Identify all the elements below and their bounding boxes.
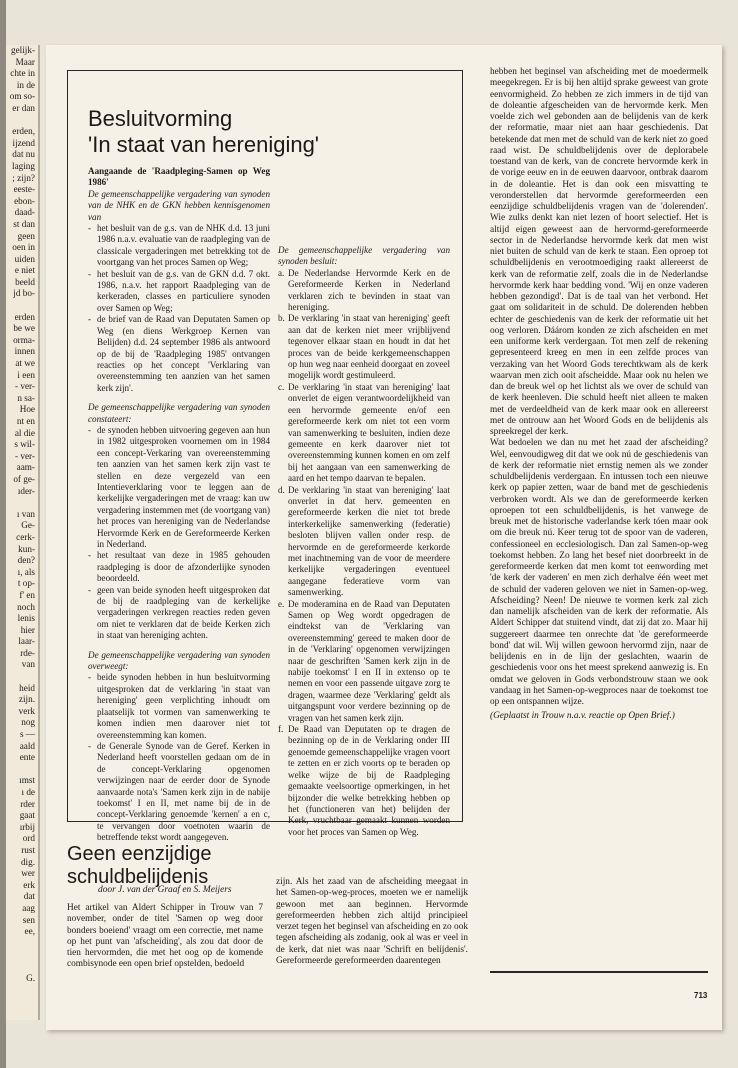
previous-page-fragment bbox=[6, 497, 38, 509]
confession-column-2 bbox=[276, 877, 468, 987]
previous-page-fragment: cerk- bbox=[16, 531, 35, 542]
previous-page-fragment: dat bbox=[23, 891, 35, 902]
previous-page-fragment: be we bbox=[13, 323, 35, 334]
decision-article-title bbox=[88, 106, 319, 158]
byline: door J. van der Graaf en S. Meijers bbox=[98, 885, 232, 895]
previous-page-fragment: s — bbox=[19, 729, 35, 740]
previous-page-fragment: daad- bbox=[14, 207, 35, 218]
item-text: De moderamina en de Raad van Deputaten Samen op Weg wordt opgedragen de eindtekst van de 'Verklaring van overeenstemming' gereed te maken door de in de 'Verklaring' opgenomen verwijzingen naar de geschriften 'Samen kerk zijn in de nabije toekomst' I en II in extenso op te nemen en voor een passende uitgave zorg te dragen, waarmee deze 'Verklaring' geldt als uitgangspunt voor verdere bezinning op de vragen van het samen kerk zijn. bbox=[288, 598, 450, 723]
decision-column-left bbox=[88, 166, 270, 843]
previous-page-fragment: heid bbox=[19, 682, 35, 693]
previous-page-fragment: erden, bbox=[12, 126, 35, 137]
previous-page-fragment: - ver- bbox=[15, 381, 35, 392]
previous-page-fragment: al die bbox=[14, 427, 35, 438]
previous-page-fragment: hier bbox=[20, 624, 35, 635]
item-marker: d. bbox=[278, 484, 285, 495]
title-line-1: Besluitvorming bbox=[88, 106, 233, 131]
previous-page-fragment: den? bbox=[17, 555, 35, 566]
previous-page-fragment: erden bbox=[14, 311, 35, 322]
previous-page-fragment bbox=[6, 671, 38, 683]
previous-page-fragment: Ge- bbox=[21, 520, 35, 531]
found-list bbox=[88, 425, 270, 642]
previous-page-fragment: om so- bbox=[9, 91, 35, 102]
previous-page-fragment: t op- bbox=[17, 578, 35, 589]
previous-page-fragment: ıder- bbox=[17, 485, 35, 496]
previous-page-fragment: ı van bbox=[16, 508, 35, 519]
item-text: De Raad van Deputaten op te dragen de bezinning op de in de Verklaring onder III genoemde gemeenschappelijke vragen voort te zetten en er zich voorts op te beraden op welke wijze de bij de Raadpleging gemaakte veelsoortige opmerkingen, in het bijzonder die welke betrekking hebben op het (functioneren van het) belijden der Kerk, vruchtbaar gemaakt kunnen worden voor het proces van Samen op Weg. bbox=[288, 724, 450, 837]
previous-page-fragment: at we bbox=[15, 358, 35, 369]
page-number: 713 bbox=[694, 991, 708, 1000]
previous-page-fragment: nog bbox=[21, 717, 35, 728]
previous-page-fragment: f' en bbox=[19, 589, 35, 600]
previous-page-fragment: uiden bbox=[14, 253, 35, 264]
confession-article-title bbox=[67, 843, 212, 889]
paragraph: Wat bedoelen we dan nu met het zaad der afscheiding? Wel, eenvoudigweg dit dat we ook nú de geschiedenis van de kerk der reformatie niet ernstig nemen als we zonder schuldbelijdenis verdergaan. En intussen toch een nieuwe kerk op papier zetten, waar de band met de geschiedenis verbroken wordt. Als we dan de gereformeerde kerken oproepen tot een schuldbelijdenis, is het vanwege de breuk met de historische vaderlandse kerk tóen maar ook om die breuk nú. Keer terug tot de spoor van de vaderen, confessioneel en ecclesiologisch. Dan zal Samen-op-weg toekomst hebben. Zo lang het besef niet doorbreekt in de gereformeerde kerken dat men komt tot eenwording met 'de kerk der vaderen' en men zich derhalve één weet met de schuld der vaderen geloven we niet in Samen-op-weg. Afscheiding? Neen! De nieuwe te vormen kerk zal zich dan namelijk afscheiden van de kerk der reformatie. Als Aldert Schipper dat stuitend vindt, dat zij dat zo. Maar hij suggereert daarmee ten onrechte dat 'de gereformeerde bond' dat wil. Wij willen gewoon hervormd zijn, naar de belijdenis en in de lijn der geslachten, waarin de geschiedenis voor ons het meest sprekend aanwezig is. En omdat we geloven in Gods verbondstrouw staan we ook vandaag in het Samen-op-wegproces naar de toekomst toe op een ontspannen wijze. bbox=[490, 438, 708, 707]
previous-page-fragment bbox=[6, 115, 38, 127]
list-item: - de synoden hebben uitvoering gegeven aan hun in 1982 uitgesproken voornemen om in 1984 een concept-Verkaring van overeenstemming ten aanzien van het samen kerk zijn vast te stellen en deze vergezeld van een Intentieverklaring voor te leggen aan de kerkelijke vergaderingen met de vraag: kan uw vergadering instemmen met (de voortgang van) het proces van hereniging van de Nederlandse Hervormde Kerk en de Gereformeerde Kerken in Nederland. bbox=[88, 425, 270, 550]
list-item: - beide synoden hebben in hun besluitvorming uitgesproken dat de verklaring 'in staat van hereniging' geen verplichting inhoudt om plaatselijk tot vormen van samenwerking te komen indien men daarover niet tot overeenstemming kan komen. bbox=[88, 672, 270, 740]
intro-decided: De gemeenschappelijke vergadering van synoden besluit: bbox=[278, 245, 450, 267]
list-item bbox=[278, 382, 450, 485]
confession-column-3 bbox=[490, 67, 708, 967]
previous-page-fragment: Hoe bbox=[19, 404, 35, 415]
previous-page-fragment: beeld bbox=[15, 276, 35, 287]
previous-page-fragment bbox=[6, 300, 38, 312]
heard-list bbox=[88, 223, 270, 394]
considered-list bbox=[88, 672, 270, 843]
previous-page-fragment: lenis bbox=[17, 613, 35, 624]
previous-page-fragment: ı, als bbox=[17, 566, 35, 577]
previous-page-fragment: i een bbox=[17, 369, 35, 380]
item-marker: b. bbox=[278, 313, 285, 324]
previous-page-fragment: e niet bbox=[14, 265, 35, 276]
previous-page-fragment: ijzend bbox=[12, 137, 35, 148]
item-text: De verklaring 'in staat van hereniging' geeft aan dat de kerken niet meer vrijblijvend tegenover elkaar staan en houdt in dat het proces van de beide kerkgemeenschappen op hun weg naar eenheid doorgaat en zoveel mogelijk wordt gestimuleerd. bbox=[288, 313, 450, 381]
list-item bbox=[88, 741, 270, 844]
previous-page-fragment bbox=[6, 961, 38, 973]
previous-page-fragment: erk bbox=[23, 879, 35, 890]
list-item bbox=[278, 485, 450, 599]
item-text: De Nederlandse Hervormde Kerk en de Gereformeerde Kerken in Nederland verklaren zich te bevinden in staat van hereniging. bbox=[288, 267, 450, 313]
item-marker: e. bbox=[278, 598, 285, 609]
previous-page-fragment bbox=[6, 764, 38, 776]
item-marker: a. bbox=[278, 267, 285, 278]
previous-page-fragment: laar- bbox=[18, 636, 35, 647]
previous-page-fragment: zijn. bbox=[18, 694, 35, 705]
previous-page-fragment: aald bbox=[19, 740, 35, 751]
list-item bbox=[278, 313, 450, 381]
item-marker: f. bbox=[278, 724, 284, 735]
list-item bbox=[278, 724, 450, 838]
item-text: De verklaring 'in staat van hereniging' laat onverlet in dat herv. gemeenten en gereformeerde kerken die niet tot brede interkerkelijke samenwerking (federatie) besloten blijven vallen onder resp. de hervormde en de gereformeerde kerkorde met inachtneming van de voor de meerdere kerkelijke vergaderingen eventueel aangegane federatieve vorm van samenwerking. bbox=[288, 484, 450, 598]
list-item: - geen van beide synoden heeft uitgesproken dat de bij de raadpleging van de kerkelijke vergaderingen verkregen reacties reden geven om niet te verklaren dat de beide Kerken zich in staat van hereniging achten. bbox=[88, 585, 270, 642]
previous-page-fragment: ee, bbox=[24, 926, 35, 937]
title-line-2: 'In staat van hereniging' bbox=[88, 132, 319, 157]
previous-page-fragment: gaat bbox=[19, 810, 35, 821]
previous-page-fragment: ebon- bbox=[14, 195, 35, 206]
previous-page-fragment: innen bbox=[14, 346, 35, 357]
previous-page-fragment: - ver- bbox=[15, 450, 35, 461]
previous-page-fragment: noch bbox=[17, 601, 35, 612]
previous-page-fragment: of ge- bbox=[13, 473, 35, 484]
paragraph: zijn. Als het zaad van de afscheiding meegaat in het Samen-op-weg-proces, moeten we er namelijk gewoon met aan beginnen. Hervormde gereformeerden hebben zich altijd principieel verzet tegen het beginsel van afscheiding en zo ook tegen afscheiding als zodanig, ook al was er veel in de kerk, dat niet was naar 'Schrift en belijdenis'. Gereformeerde gereformeerden daarentegen bbox=[276, 877, 468, 966]
previous-page-fragment: rde- bbox=[20, 647, 35, 658]
previous-page-fragment: aam- bbox=[16, 462, 35, 473]
subject-heading: Aangaande de 'Raadpleging-Samen op Weg 1986' bbox=[88, 166, 270, 188]
confession-column-1 bbox=[67, 903, 263, 1013]
previous-page-fragment: ente bbox=[19, 752, 35, 763]
previous-page-fragment: ormа- bbox=[13, 334, 35, 345]
previous-page-fragment: n sa- bbox=[17, 392, 35, 403]
previous-page-edge bbox=[6, 45, 40, 1020]
previous-page-fragment: kun- bbox=[18, 543, 35, 554]
intro-found: De gemeenschappelijke vergadering van synoden constateert: bbox=[88, 402, 270, 424]
previous-page-fragment: er dan bbox=[12, 102, 35, 113]
paragraph: hebben het beginsel van afscheiding met de moedermelk meegekregen. Er is bij hen altijd sprake geweest van grote eenvormigheid. Zo hebben ze zich immers in de tijd van de doleantie afgescheiden van de hervormde kerk. Men voelde zich wel gebonden aan de belijdenis van de kerk der reformatie, maar niet aan haar geschiedenis. Dat betekende dat men met de schuld van de kerk niet zo goed raad wist. De schuldbelijdenis over de deplorabele toestand van de kerk, van de concrete hervormde kerk in de vorige eeuw en in de eeuwen daarvoor, ontbrak daarom in de doleantie. Het is dan ook een misvatting te veronderstellen dat hervormde gereformeerden een eenzijdige schuldbelijdenis vragen van de 'dolerenden'. Wie zulks denkt kan niet lezen of hoort selectief. Het is altijd eigen geweest aan de hervormd-gereformeerde sector in de Nederlandse hervormde kerk dat men wist niet buiten de schuld van de kerk te staan. Een oproep tot schuldbelijdenis en verootmoediging raakt allereerst de kerk van de reformatie zelf, zoals die in de Nederlandse hervormde kerk haar bedding vond. 'Wij en onze vaderen hebben gezondigd'. Dat is de taal van het verbond. Het gaat om solidariteit in de schuld. De dolerenden hebben echter de geschiedenis van de kerk der reformatie uit het oog verloren. Dáárom konden ze zich afscheiden en met een uniforme kerk verdergaan. Tot men zelf de rekening gepresenteerd kreeg en men in een zelfde proces van verzaking van het Woord Gods terechtkwam als de kerk waarvan men zich ooit afscheidde. Maar ook nu helen we dan de breuk wel op het lichtst als we over de schuld van de kerk heenleven. Die schuld heeft niet alleen te maken met de verdeeldheid van de kerk maar ook en allereerst met de ontrouw aan het Woord Gods en de belijdenis als spreekregel der kerk. bbox=[490, 67, 708, 437]
magazine-page bbox=[46, 45, 722, 1030]
list-item bbox=[278, 599, 450, 724]
previous-page-fragment: ord bbox=[22, 833, 35, 844]
previous-page-fragment: rust bbox=[21, 844, 35, 855]
previous-page-fragment: G. bbox=[26, 972, 35, 983]
previous-page-fragment bbox=[6, 949, 38, 961]
previous-page-fragment: verk bbox=[18, 705, 35, 716]
list-item: - het resultaat van deze in 1985 gehouden raadpleging is door de afzonderlijke synoden beoordeeld. bbox=[88, 550, 270, 584]
previous-page-fragment: ımst bbox=[19, 775, 35, 786]
previous-page-fragment: ı de bbox=[21, 787, 35, 797]
previous-page-fragment: dig. bbox=[20, 856, 35, 867]
title-line-1: Geen eenzijdige bbox=[67, 843, 212, 865]
previous-page-fragment: rder bbox=[20, 798, 35, 809]
previous-page-fragment: chte in bbox=[10, 68, 35, 79]
previous-page-fragment: ; zijn? bbox=[12, 172, 35, 183]
previous-page-fragment: geen bbox=[17, 230, 35, 241]
previous-page-fragment: gelijk- bbox=[11, 45, 35, 55]
item-marker: c. bbox=[278, 381, 285, 392]
previous-page-fragment bbox=[6, 938, 38, 950]
column-end-rule bbox=[490, 971, 708, 973]
previous-page-fragment: van bbox=[21, 659, 35, 670]
decided-list bbox=[278, 268, 450, 838]
previous-page-fragment: st dan bbox=[13, 218, 35, 229]
previous-page-fragment: Maar bbox=[15, 56, 35, 67]
previous-page-fragment: sen bbox=[22, 914, 35, 925]
paragraph: Het artikel van Aldert Schipper in Trouw van 7 november, onder de titel 'Samen op weg door bonders boeiend' vraagt om een correctie, met name op het punt van 'afscheiding', als zou dat door de tien hervormden, die met het oog op de komende combisynode een open brief opstelden, bedoeld bbox=[67, 903, 263, 970]
previous-page-fragment: oen in bbox=[12, 242, 35, 253]
previous-page-fragment: dat nu bbox=[12, 149, 35, 160]
previous-page-fragment: in de bbox=[16, 79, 35, 90]
list-item: - de brief van de Raad van Deputaten Samen op Weg (en diens Werkgroep Kernen van Belijden) d.d. 24 september 1986 als antwoord op de bij de 'Raadpleging 1985' ontvangen reacties op het concept 'Verklaring van overeenstemming ten aanzien van het samen kerk zijn'. bbox=[88, 314, 270, 394]
list-item: - het besluit van de g.s. van de GKN d.d. 7 okt. 1986, n.a.v. het rapport Raadpleging van de kerkeraden, classes en particuliere synoden over Samen op Weg; bbox=[88, 269, 270, 315]
list-item bbox=[278, 268, 450, 314]
considered-item-text: de Generale Synode van de Geref. Kerken in Nederland heeft voorstellen gedaan om de in de concept-Verklaring opgenomen verwijzingen naar de eerder door de Synode aanvaarde nota's 'Samen kerk zijn in de nabije toekomst' I en II, met name bij de in de concept-Verklaring genoemde 'kernen' a en c, te vervangen door voetnoten waarin de betreffende tekst wordt aangegeven. bbox=[97, 740, 270, 843]
previous-page-fragment: jd bo- bbox=[13, 288, 35, 299]
previous-page-fragment: laging bbox=[12, 160, 35, 171]
intro-heard: De gemeenschappelijke vergadering van synoden van de NHK en de GKN hebben kennisgenomen van bbox=[88, 188, 270, 222]
list-item: - het besluit van de g.s. van de NHK d.d. 13 juni 1986 n.a.v. evaluatie van de raadpleging van de classicale vergaderingen met betrekking tot de voortgang van het proces Samen op Weg; bbox=[88, 223, 270, 269]
previous-page-fragment: wer bbox=[21, 868, 35, 879]
previous-page-fragment: aag bbox=[22, 902, 35, 913]
previous-page-fragment: ırbij bbox=[19, 821, 35, 832]
publication-note: (Geplaatst in Trouw n.a.v. reactie op Open Brief.) bbox=[490, 711, 675, 722]
decision-column-right-content bbox=[278, 245, 450, 837]
previous-page-fragment: eeste- bbox=[13, 184, 35, 195]
item-text: De verklaring 'in staat van hereniging' laat onverlet de eigen verantwoordelijkheid van een hervormde gemeente en/of een gereformeerde kerk om niet tot een vorm van samenwerking te besluiten, indien deze gemeente en kerk daarover niet tot overeenstemming kunnen komen en om zelf bij het aangaan van een samenwerking de aard en het tempo daarvan te bepalen. bbox=[288, 381, 450, 484]
intro-considered: De gemeenschappelijke vergadering van synoden overweegt: bbox=[88, 649, 270, 672]
previous-page-fragment: nt en bbox=[16, 416, 35, 426]
previous-page-fragment: s wil- bbox=[14, 439, 35, 450]
title-line-2: schuldbelijdenis bbox=[67, 866, 209, 888]
